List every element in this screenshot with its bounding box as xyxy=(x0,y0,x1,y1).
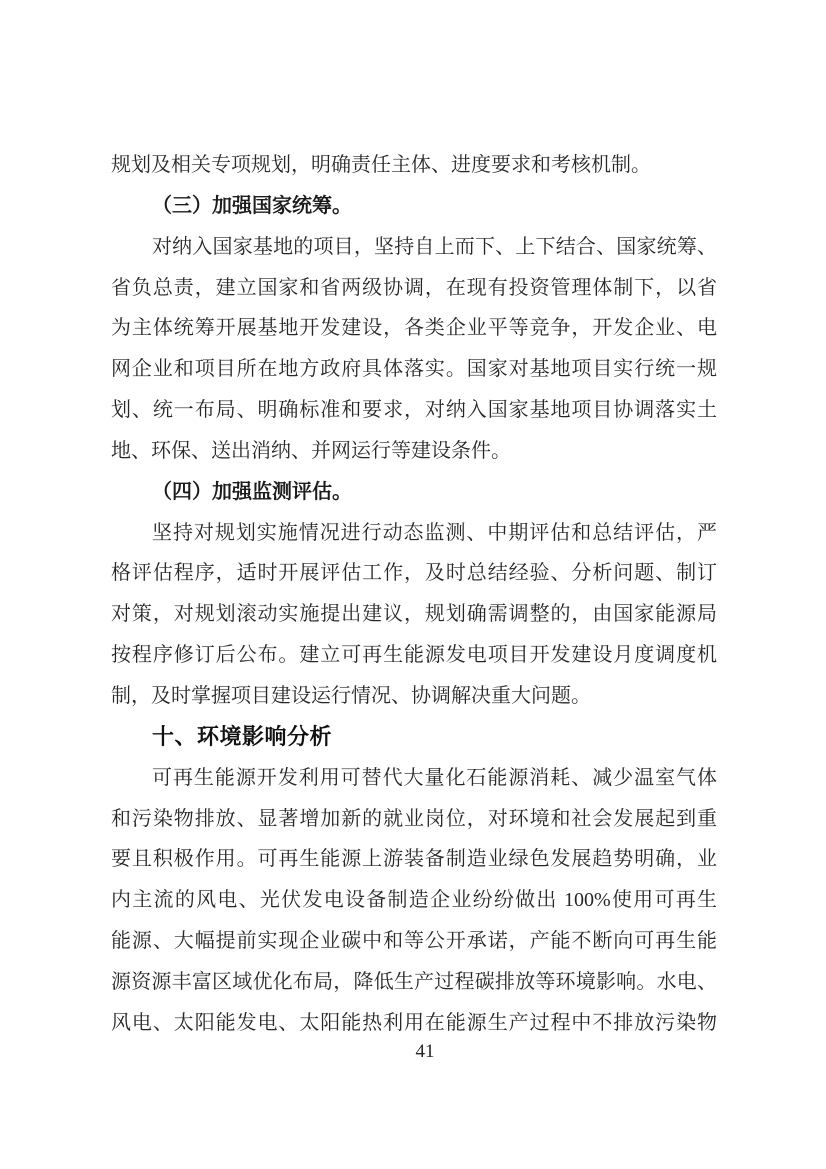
document-body xyxy=(111,145,717,1044)
body-text-line: 源资源丰富区域优化布局，降低生产过程碳排放等环境影响。水电、 xyxy=(111,970,717,993)
body-text-line: 要且积极作用。可再生能源上游装备制造业绿色发展趋势明确，业 xyxy=(111,848,717,871)
body-text-line: 对策，对规划滚动实施提出建议，规划确需调整的，由国家能源局 xyxy=(111,603,717,626)
body-text-line: 按程序修订后公布。建立可再生能源发电项目开发建设月度调度机 xyxy=(111,644,717,667)
body-text-line: 制，及时掌握项目建设运行情况、协调解决重大问题。 xyxy=(111,684,591,707)
body-text-line: 网企业和项目所在地方政府具体落实。国家对基地项目实行统一规 xyxy=(111,358,717,381)
body-text-line: 省负总责，建立国家和省两级协调，在现有投资管理体制下，以省 xyxy=(111,276,717,299)
body-text-line: 能源、大幅提前实现企业碳中和等公开承诺，产能不断向可再生能 xyxy=(111,930,717,953)
section-subheading: （四）加强监测评估。 xyxy=(152,480,352,503)
body-text-line: 风电、太阳能发电、太阳能热利用在能源生产过程中不排放污染物 xyxy=(111,1011,717,1034)
body-text-line: 对纳入国家基地的项目，坚持自上而下、上下结合、国家统筹、 xyxy=(152,235,717,258)
page-number: 41 xyxy=(415,1041,435,1062)
page-footer xyxy=(0,1041,826,1063)
section-subheading: （三）加强国家统筹。 xyxy=(152,194,352,217)
body-text-line: 和污染物排放、显著增加新的就业岗位，对环境和社会发展起到重 xyxy=(111,807,717,830)
body-text-line: 为主体统筹开展基地开发建设，各类企业平等竞争，开发企业、电 xyxy=(111,317,717,340)
body-text-line: 坚持对规划实施情况进行动态监测、中期评估和总结评估，严 xyxy=(152,521,717,544)
section-heading: 十、环境影响分析 xyxy=(152,723,333,749)
body-text-line: 可再生能源开发利用可替代大量化石能源消耗、减少温室气体 xyxy=(152,766,717,789)
body-text-line: 地、环保、送出消纳、并网运行等建设条件。 xyxy=(111,439,511,462)
body-text-line: 内主流的风电、光伏发电设备制造企业纷纷做出 100%使用可再生 xyxy=(111,889,717,912)
body-text-line: 规划及相关专项规划，明确责任主体、进度要求和考核机制。 xyxy=(111,154,651,176)
body-text-line: 格评估程序，适时开展评估工作，及时总结经验、分析问题、制订 xyxy=(111,562,717,585)
body-text-line: 划、统一布局、明确标准和要求，对纳入国家基地项目协调落实土 xyxy=(111,399,717,422)
